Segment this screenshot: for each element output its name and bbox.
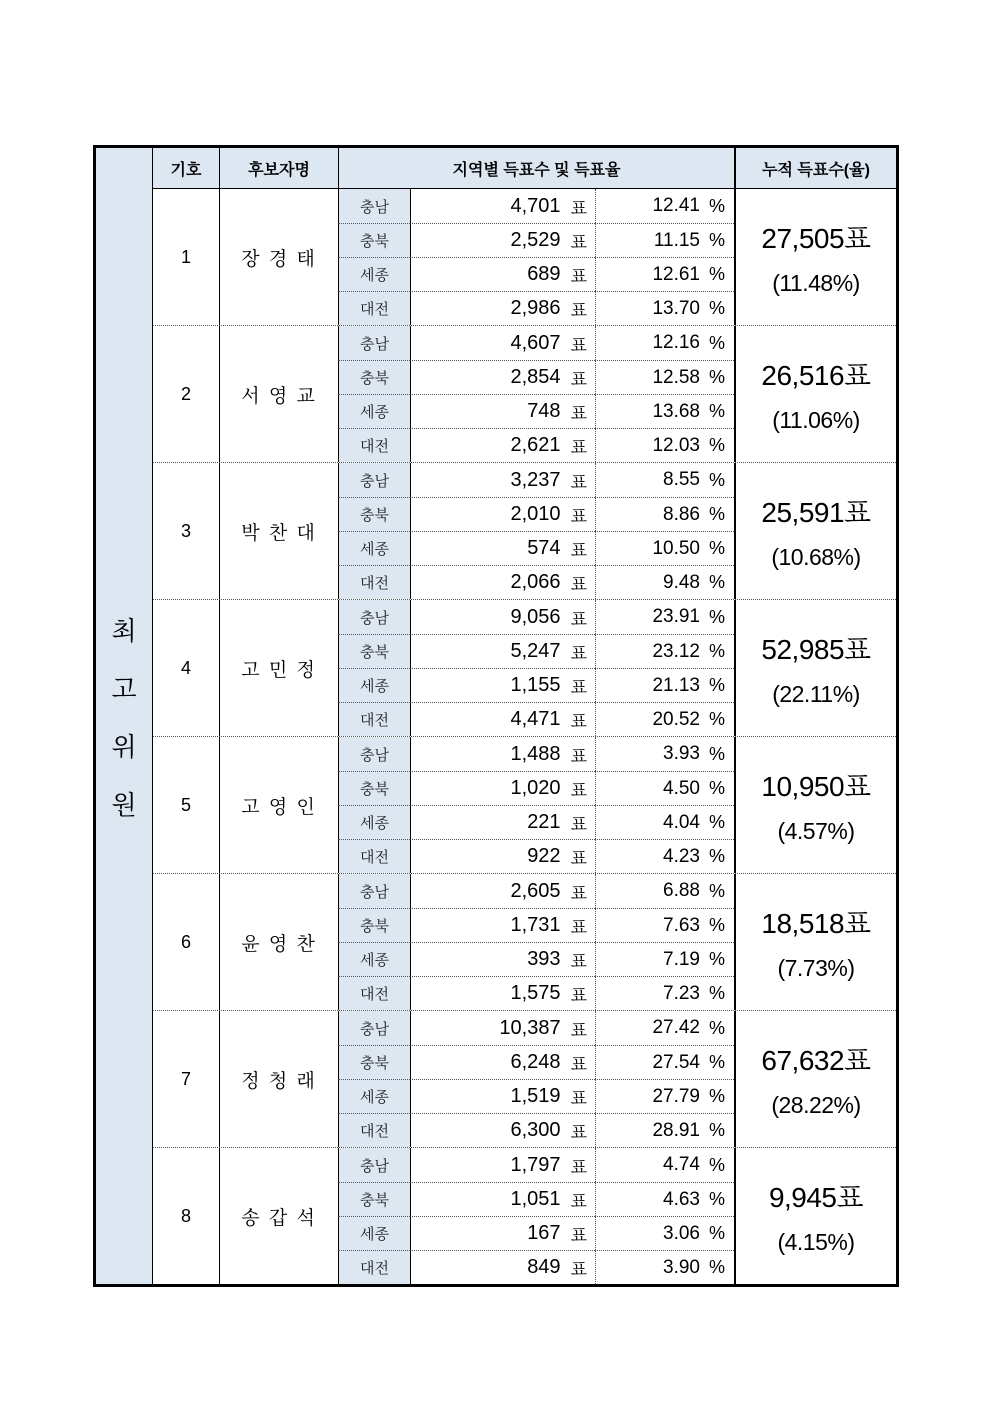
percent-unit: %: [708, 1189, 725, 1209]
candidate-name: 정 청 래: [219, 1011, 338, 1147]
region-votes: [410, 976, 595, 1010]
region-votes: [410, 634, 595, 668]
percent-unit: %: [708, 1017, 725, 1038]
percent-value: 23.12: [652, 640, 700, 662]
percent-unit: %: [708, 880, 725, 901]
region-percent: [595, 600, 734, 634]
votes-value: 5,247: [510, 640, 561, 662]
cumulative-total: [734, 1011, 896, 1147]
region-percent: [595, 360, 734, 394]
votes-unit: 표: [570, 609, 587, 629]
region-percent: [595, 1113, 734, 1147]
percent-unit: %: [708, 195, 725, 216]
percent-value: 27.79: [652, 1085, 700, 1107]
cumulative-votes: 25,591표: [761, 497, 871, 528]
cumulative-votes: 18,518표: [761, 908, 871, 939]
candidate-number: 1: [180, 246, 191, 267]
cumulative-votes: 67,632표: [761, 1045, 871, 1076]
section-label-char: 원: [111, 789, 137, 820]
votes-value: 4,701: [510, 194, 561, 217]
region-votes: [410, 1011, 595, 1045]
region-label: 대전: [338, 839, 410, 873]
percent-unit: %: [708, 332, 725, 353]
table-header-row: [153, 148, 896, 189]
region-votes: [410, 1113, 595, 1147]
percent-unit: %: [708, 812, 725, 832]
table-main: [153, 148, 896, 1284]
region-votes: [410, 291, 595, 325]
cumulative-percent: (4.57%): [777, 818, 855, 844]
votes-unit: 표: [570, 507, 587, 526]
percent-unit: %: [708, 949, 725, 969]
region-percent: [595, 908, 734, 942]
votes-unit: 표: [570, 1055, 587, 1074]
cumulative-total: [734, 1148, 896, 1284]
section-label-char: 고: [111, 673, 137, 704]
votes-value: 1,797: [510, 1153, 561, 1176]
votes-value: 1,731: [510, 914, 561, 936]
region-label: 충남: [338, 874, 410, 908]
percent-value: 10.50: [652, 537, 700, 559]
percent-value: 23.91: [652, 606, 700, 627]
region-votes: [410, 223, 595, 257]
region-votes: [410, 463, 595, 497]
votes-unit: 표: [570, 1020, 587, 1040]
votes-unit: 표: [570, 918, 587, 937]
votes-unit: 표: [570, 883, 587, 903]
region-votes: [410, 394, 595, 428]
percent-unit: %: [708, 230, 725, 250]
region-percent: [595, 497, 734, 531]
region-label: 세종: [338, 942, 410, 976]
percent-value: 7.23: [663, 982, 700, 1004]
region-votes: [410, 1079, 595, 1113]
region-percent: [595, 223, 734, 257]
header-candidate-number: 기호: [170, 161, 202, 179]
cumulative-percent: (28.22%): [771, 1092, 861, 1118]
percent-value: 20.52: [652, 708, 700, 730]
candidate-group: [153, 325, 896, 462]
votes-value: 2,066: [510, 571, 561, 593]
votes-unit: 표: [570, 815, 587, 834]
percent-unit: %: [708, 983, 725, 1003]
candidate-group: [153, 599, 896, 736]
region-votes: [410, 326, 595, 360]
votes-value: 1,020: [510, 777, 561, 799]
percent-value: 12.58: [652, 366, 700, 388]
votes-value: 167: [527, 1222, 561, 1244]
region-votes: [410, 702, 595, 736]
votes-value: 1,051: [510, 1188, 561, 1210]
cumulative-total: [734, 463, 896, 599]
votes-value: 2,621: [510, 434, 561, 456]
region-label: 충남: [338, 1148, 410, 1182]
percent-value: 4.50: [663, 777, 700, 799]
region-label: 충북: [338, 771, 410, 805]
region-votes: [410, 805, 595, 839]
votes-value: 689: [527, 263, 561, 285]
region-percent: [595, 428, 734, 462]
region-label: 대전: [338, 565, 410, 599]
votes-value: 10,387: [499, 1016, 561, 1039]
header-regional-votes: 지역별 득표수 및 득표율: [338, 148, 734, 188]
cumulative-total: [734, 189, 896, 325]
region-percent: [595, 257, 734, 291]
votes-unit: 표: [570, 1226, 587, 1245]
region-votes: [410, 737, 595, 771]
region-percent: [595, 942, 734, 976]
percent-value: 7.63: [663, 914, 700, 936]
section-label-char: 위: [111, 731, 137, 762]
votes-value: 1,488: [510, 742, 561, 765]
percent-value: 3.90: [663, 1256, 700, 1278]
region-votes: [410, 1216, 595, 1250]
region-votes: [410, 1250, 595, 1284]
votes-value: 849: [527, 1256, 561, 1278]
candidate-name: 고 민 정: [219, 600, 338, 736]
region-label: 충북: [338, 1182, 410, 1216]
votes-unit: 표: [570, 472, 587, 492]
cumulative-total: [734, 600, 896, 736]
votes-unit: 표: [570, 1123, 587, 1142]
region-votes: [410, 1182, 595, 1216]
percent-value: 4.23: [663, 845, 700, 867]
percent-unit: %: [708, 469, 725, 490]
region-percent: [595, 1250, 734, 1284]
candidate-name: 서 영 교: [219, 326, 338, 462]
region-votes: [410, 1148, 595, 1182]
candidate-number: 8: [180, 1205, 191, 1226]
cumulative-percent: (4.15%): [777, 1229, 855, 1255]
region-label: 대전: [338, 428, 410, 462]
candidate-name: 송 갑 석: [219, 1148, 338, 1284]
cumulative-votes: 9,945표: [768, 1182, 864, 1213]
percent-unit: %: [708, 606, 725, 627]
percent-value: 12.61: [652, 263, 700, 285]
region-percent: [595, 737, 734, 771]
percent-value: 4.74: [663, 1154, 700, 1175]
region-percent: [595, 805, 734, 839]
region-percent: [595, 771, 734, 805]
region-label: 충북: [338, 908, 410, 942]
votes-value: 1,155: [510, 674, 561, 696]
percent-unit: %: [708, 846, 725, 866]
percent-unit: %: [708, 743, 725, 764]
region-percent: [595, 394, 734, 428]
region-votes: [410, 565, 595, 599]
votes-value: 748: [527, 400, 561, 422]
percent-value: 11.15: [653, 229, 700, 251]
percent-value: 3.93: [663, 743, 700, 764]
votes-unit: 표: [570, 267, 587, 286]
region-percent: [595, 291, 734, 325]
region-percent: [595, 1079, 734, 1113]
header-candidate-name: 후보자명: [219, 148, 338, 188]
region-votes: [410, 360, 595, 394]
votes-value: 2,854: [510, 366, 561, 388]
region-label: 충남: [338, 326, 410, 360]
region-votes: [410, 189, 595, 223]
votes-value: 1,575: [510, 982, 561, 1004]
votes-value: 1,519: [510, 1085, 561, 1107]
region-percent: [595, 874, 734, 908]
percent-value: 8.55: [663, 469, 700, 490]
region-percent: [595, 634, 734, 668]
region-percent: [595, 565, 734, 599]
candidate-group: [153, 462, 896, 599]
region-percent: [595, 189, 734, 223]
vote-results-table: [93, 145, 899, 1287]
section-label-char: 최: [111, 615, 137, 646]
candidate-name: 윤 영 찬: [219, 874, 338, 1010]
region-votes: [410, 839, 595, 873]
percent-unit: %: [708, 298, 725, 318]
candidate-group: [153, 736, 896, 873]
votes-value: 3,237: [510, 468, 561, 491]
cumulative-percent: (10.68%): [771, 544, 861, 570]
candidate-number: 4: [180, 657, 191, 678]
percent-unit: %: [708, 538, 725, 558]
votes-unit: 표: [570, 952, 587, 971]
percent-unit: %: [708, 709, 725, 729]
region-percent: [595, 1182, 734, 1216]
region-label: 충남: [338, 600, 410, 634]
votes-value: 221: [527, 811, 561, 833]
votes-unit: 표: [570, 301, 587, 320]
votes-value: 393: [527, 948, 561, 970]
region-label: 충북: [338, 1045, 410, 1079]
votes-unit: 표: [570, 849, 587, 868]
candidate-name: 고 영 인: [219, 737, 338, 873]
region-label: 대전: [338, 1113, 410, 1147]
region-votes: [410, 874, 595, 908]
region-label: 충북: [338, 360, 410, 394]
votes-unit: 표: [570, 1192, 587, 1211]
candidate-number: 5: [180, 794, 191, 815]
percent-unit: %: [708, 401, 725, 421]
votes-unit: 표: [570, 746, 587, 766]
votes-value: 6,300: [510, 1119, 561, 1141]
cumulative-total: [734, 737, 896, 873]
percent-value: 8.86: [663, 503, 700, 525]
percent-value: 27.54: [652, 1051, 700, 1073]
cumulative-votes: 26,516표: [761, 360, 871, 391]
region-label: 세종: [338, 394, 410, 428]
cumulative-votes: 10,950표: [761, 771, 871, 802]
percent-unit: %: [708, 1086, 725, 1106]
percent-unit: %: [708, 1257, 725, 1277]
region-label: 세종: [338, 1216, 410, 1250]
region-label: 세종: [338, 668, 410, 702]
votes-value: 2,605: [510, 879, 561, 902]
region-percent: [595, 1148, 734, 1182]
region-votes: [410, 771, 595, 805]
region-percent: [595, 668, 734, 702]
votes-value: 2,986: [510, 297, 561, 319]
region-votes: [410, 531, 595, 565]
votes-value: 2,010: [510, 503, 561, 525]
votes-unit: 표: [570, 370, 587, 389]
region-label: 충남: [338, 189, 410, 223]
cumulative-percent: (7.73%): [777, 955, 855, 981]
votes-unit: 표: [570, 712, 587, 731]
votes-unit: 표: [570, 986, 587, 1005]
votes-value: 922: [527, 845, 561, 867]
votes-value: 574: [527, 537, 561, 559]
region-label: 충북: [338, 497, 410, 531]
region-label: 세종: [338, 531, 410, 565]
votes-unit: 표: [570, 575, 587, 594]
percent-unit: %: [708, 1052, 725, 1072]
region-label: 충남: [338, 463, 410, 497]
percent-value: 13.70: [652, 297, 700, 319]
cumulative-votes: 27,505표: [761, 223, 871, 254]
region-percent: [595, 1216, 734, 1250]
region-percent: [595, 326, 734, 360]
percent-unit: %: [708, 264, 725, 284]
votes-unit: 표: [570, 1260, 587, 1279]
percent-unit: %: [708, 675, 725, 695]
percent-unit: %: [708, 641, 725, 661]
region-votes: [410, 600, 595, 634]
region-label: 충남: [338, 1011, 410, 1045]
percent-unit: %: [708, 1154, 725, 1175]
region-percent: [595, 463, 734, 497]
cumulative-percent: (11.06%): [772, 407, 860, 433]
candidate-group: [153, 1010, 896, 1147]
percent-value: 21.13: [652, 674, 700, 696]
percent-value: 6.88: [663, 880, 700, 901]
region-percent: [595, 839, 734, 873]
cumulative-percent: (11.48%): [772, 270, 860, 296]
votes-unit: 표: [570, 404, 587, 423]
candidate-number: 7: [180, 1068, 191, 1089]
percent-unit: %: [708, 435, 725, 455]
region-label: 대전: [338, 976, 410, 1010]
candidate-group: [153, 873, 896, 1010]
percent-value: 12.16: [652, 332, 700, 353]
percent-value: 7.19: [663, 948, 700, 970]
region-votes: [410, 908, 595, 942]
region-label: 충북: [338, 223, 410, 257]
votes-unit: 표: [570, 781, 587, 800]
votes-value: 6,248: [510, 1051, 561, 1073]
votes-unit: 표: [570, 233, 587, 252]
region-percent: [595, 1045, 734, 1079]
cumulative-votes: 52,985표: [761, 634, 871, 665]
region-label: 대전: [338, 1250, 410, 1284]
cumulative-percent: (22.11%): [772, 681, 860, 707]
votes-value: 9,056: [510, 605, 561, 628]
percent-unit: %: [708, 1120, 725, 1140]
votes-unit: 표: [570, 678, 587, 697]
percent-unit: %: [708, 1223, 725, 1243]
percent-unit: %: [708, 915, 725, 935]
percent-unit: %: [708, 504, 725, 524]
region-votes: [410, 257, 595, 291]
percent-value: 12.03: [652, 434, 700, 456]
cumulative-total: [734, 874, 896, 1010]
percent-value: 28.91: [652, 1119, 700, 1141]
region-percent: [595, 702, 734, 736]
candidate-group: [153, 189, 896, 325]
region-percent: [595, 976, 734, 1010]
votes-value: 4,607: [510, 331, 561, 354]
votes-value: 2,529: [510, 229, 561, 251]
votes-unit: 표: [570, 541, 587, 560]
votes-unit: 표: [570, 1089, 587, 1108]
percent-value: 12.41: [652, 195, 700, 216]
candidate-number: 3: [180, 520, 191, 541]
region-label: 세종: [338, 805, 410, 839]
percent-value: 9.48: [663, 571, 700, 593]
percent-unit: %: [708, 778, 725, 798]
candidate-number: 2: [180, 383, 191, 404]
candidate-name: 장 경 태: [219, 189, 338, 325]
candidate-name: 박 찬 대: [219, 463, 338, 599]
percent-value: 13.68: [652, 400, 700, 422]
header-cumulative-votes: 누적 득표수(율): [734, 148, 896, 188]
votes-unit: 표: [570, 198, 587, 218]
percent-value: 27.42: [652, 1017, 700, 1038]
region-votes: [410, 942, 595, 976]
region-percent: [595, 1011, 734, 1045]
region-label: 대전: [338, 291, 410, 325]
region-votes: [410, 668, 595, 702]
votes-unit: 표: [570, 438, 587, 457]
region-votes: [410, 428, 595, 462]
region-label: 세종: [338, 1079, 410, 1113]
percent-unit: %: [708, 572, 725, 592]
candidate-number: 6: [180, 931, 191, 952]
cumulative-total: [734, 326, 896, 462]
percent-value: 4.63: [663, 1188, 700, 1210]
region-votes: [410, 497, 595, 531]
region-label: 충남: [338, 737, 410, 771]
region-label: 대전: [338, 702, 410, 736]
percent-value: 4.04: [663, 811, 700, 833]
candidate-group: [153, 1147, 896, 1284]
percent-value: 3.06: [663, 1222, 700, 1244]
section-label-column: [96, 148, 153, 1284]
votes-unit: 표: [570, 1157, 587, 1177]
votes-value: 4,471: [510, 708, 561, 730]
region-votes: [410, 1045, 595, 1079]
region-label: 충북: [338, 634, 410, 668]
votes-unit: 표: [570, 335, 587, 355]
votes-unit: 표: [570, 644, 587, 663]
region-label: 세종: [338, 257, 410, 291]
percent-unit: %: [708, 367, 725, 387]
region-percent: [595, 531, 734, 565]
